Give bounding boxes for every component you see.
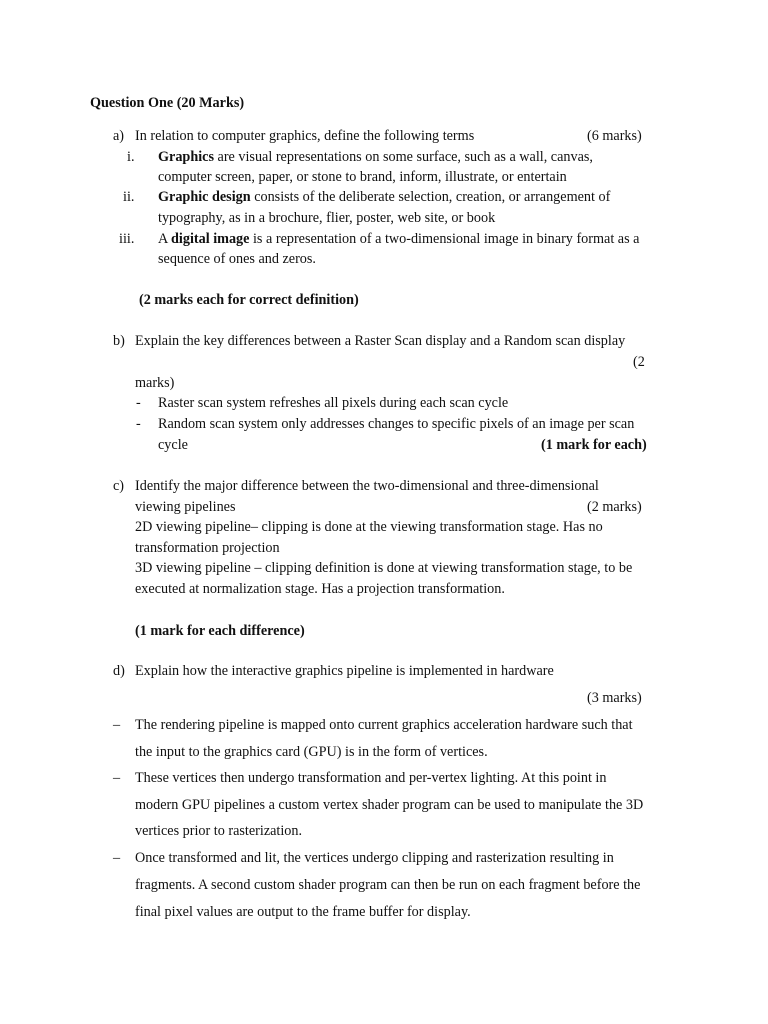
item-number: i. bbox=[127, 149, 135, 165]
part-d-question: Explain how the interactive graphics pipeline is implemented in hardware bbox=[135, 663, 554, 679]
definition-line bbox=[158, 230, 639, 248]
bullet-text: fragments. A second custom shader program can then be run on each fragment before the bbox=[135, 877, 641, 893]
part-c-label: c) bbox=[113, 478, 125, 494]
definition-continuation: computer screen, paper, or stone to brand, inform, illustrate, or entertain bbox=[158, 169, 567, 185]
bullet-dash: – bbox=[113, 770, 121, 786]
bullet-dash: - bbox=[136, 395, 141, 411]
part-b-question: Explain the key differences between a Raster Scan display and a Random scan display bbox=[135, 333, 626, 349]
part-c-question: Identify the major difference between the two-dimensional and three-dimensional bbox=[135, 478, 599, 494]
bullet-dash: – bbox=[113, 850, 121, 866]
question-heading: Question One (20 Marks) bbox=[90, 95, 245, 111]
part-a-question: In relation to computer graphics, define the following terms bbox=[135, 128, 475, 144]
marking-note: (2 marks each for correct definition) bbox=[139, 292, 359, 308]
item-number: ii. bbox=[123, 189, 135, 205]
answer-line: 3D viewing pipeline – clipping definition is done at viewing transformation stage, to be bbox=[135, 560, 633, 576]
part-c-question-continued: viewing pipelines bbox=[135, 499, 236, 515]
marking-note: (1 mark for each) bbox=[541, 437, 647, 453]
item-number: iii. bbox=[119, 231, 135, 247]
part-b-marks: (2 bbox=[633, 354, 645, 370]
bullet-text: final pixel values are output to the frame buffer for display. bbox=[135, 904, 471, 920]
definition-continuation: sequence of ones and zeros. bbox=[158, 251, 316, 267]
definition-continuation: typography, as in a brochure, flier, poster, web site, or book bbox=[158, 210, 496, 226]
answer-line: executed at normalization stage. Has a projection transformation. bbox=[135, 581, 505, 597]
definition-text: is a representation of a two-dimensional image in binary format as a bbox=[249, 231, 640, 247]
definition-text: consists of the deliberate selection, creation, or arrangement of bbox=[250, 189, 611, 205]
definition-term: digital image bbox=[171, 231, 250, 247]
definition-prefix: A bbox=[158, 231, 172, 247]
bullet-text-continuation: cycle bbox=[158, 437, 188, 453]
bullet-dash: – bbox=[113, 717, 121, 733]
part-c-marks: (2 marks) bbox=[587, 499, 642, 515]
part-d-label: d) bbox=[113, 663, 125, 679]
part-a-label: a) bbox=[113, 128, 125, 144]
part-b-label: b) bbox=[113, 333, 125, 349]
bullet-text: modern GPU pipelines a custom vertex shader program can be used to manipulate the 3D bbox=[135, 797, 644, 813]
part-d-marks: (3 marks) bbox=[587, 690, 642, 706]
bullet-text: vertices prior to rasterization. bbox=[135, 823, 303, 839]
bullet-text: Raster scan system refreshes all pixels during each scan cycle bbox=[158, 395, 509, 411]
bullet-dash: - bbox=[136, 416, 141, 432]
bullet-text: Random scan system only addresses changes to specific pixels of an image per scan bbox=[158, 416, 635, 432]
definition-text: are visual representations on some surface, such as a wall, canvas, bbox=[213, 149, 593, 165]
bullet-text: The rendering pipeline is mapped onto current graphics acceleration hardware such that bbox=[135, 717, 633, 733]
part-a-marks: (6 marks) bbox=[587, 128, 642, 144]
marking-note: (1 mark for each difference) bbox=[135, 623, 305, 639]
bullet-text: These vertices then undergo transformation and per-vertex lighting. At this point in bbox=[135, 770, 607, 786]
part-b-marks-continued: marks) bbox=[135, 375, 175, 391]
definition-line bbox=[158, 188, 610, 206]
bullet-text: the input to the graphics card (GPU) is in the form of vertices. bbox=[135, 744, 488, 760]
answer-line: 2D viewing pipeline– clipping is done at the viewing transformation stage. Has no bbox=[135, 519, 603, 535]
definition-line bbox=[158, 148, 593, 166]
definition-term: Graphics bbox=[158, 149, 214, 165]
bullet-text: Once transformed and lit, the vertices undergo clipping and rasterization resulting in bbox=[135, 850, 614, 866]
answer-line: transformation projection bbox=[135, 540, 280, 556]
definition-term: Graphic design bbox=[158, 189, 251, 205]
